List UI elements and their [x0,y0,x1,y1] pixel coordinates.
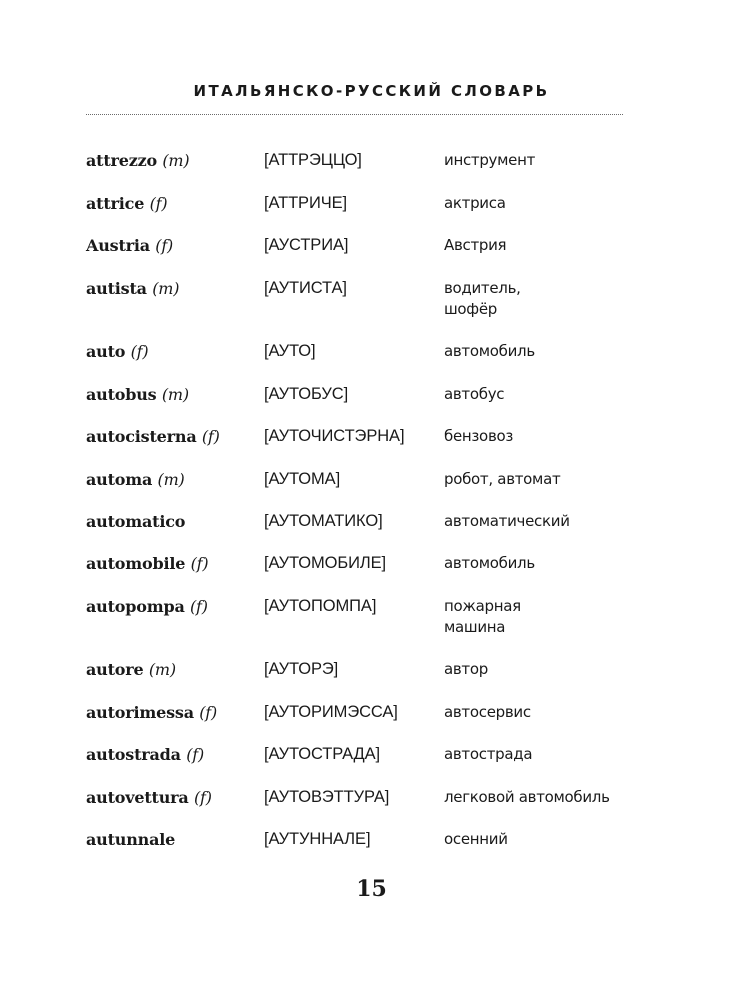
translation-line: инструмент [444,151,536,169]
dictionary-entry [0,426,743,470]
entry-gender: (f) [130,342,149,361]
entry-gender: (f) [190,554,209,573]
dictionary-entry [0,469,743,513]
entry-word [86,193,167,214]
entry-gender: (m) [162,151,190,170]
entry-gender: (m) [152,279,180,298]
entry-pronunciation: [АУСТРИА] [264,236,349,254]
translation-line: машина [444,618,506,636]
entry-pronunciation: [АУТОМАТИКО] [264,512,383,530]
entry-pronunciation: [АУТО] [264,342,316,360]
entry-word [86,659,176,680]
entry-gender: (m) [157,470,185,489]
entry-gender: (f) [193,788,212,807]
entry-gender: (f) [201,427,220,446]
translation-line: автомобиль [444,342,535,360]
dictionary-entry [0,787,743,831]
entry-translation [444,744,634,765]
dictionary-entry [0,150,743,194]
entry-pronunciation: [АУТОЧИСТЭРНА] [264,427,405,445]
dictionary-entry [0,596,743,640]
entry-headword: autostrada [86,745,181,764]
entry-headword: Austria [86,236,150,255]
entry-pronunciation: [АУТОСТРАДА] [264,745,380,763]
entry-pronunciation: [АУТИСТА] [264,279,347,297]
entry-pronunciation: [АУТОВЭТТУРА] [264,788,390,806]
entry-translation [444,341,634,362]
dictionary-entry [0,744,743,788]
dictionary-entry [0,384,743,428]
translation-line: автобус [444,385,505,403]
entry-word [86,426,220,447]
translation-line: бензовоз [444,427,514,445]
translation-line: автострада [444,745,533,763]
translation-line: автомобиль [444,554,535,572]
entry-headword: autunnale [86,830,176,849]
entry-word [86,278,179,299]
entry-headword: autocisterna [86,427,197,446]
dictionary-entry [0,553,743,597]
translation-line: автор [444,660,488,678]
entry-headword: autobus [86,385,157,404]
entry-pronunciation: [АТТРЭЦЦО] [264,151,362,169]
entry-translation [444,384,634,405]
entry-word [86,744,204,765]
entry-pronunciation: [АУТОПОМПА] [264,597,377,615]
running-head: ИТАЛЬЯНСКО-РУССКИЙ СЛОВАРЬ [193,82,550,100]
entry-pronunciation: [АУТОРЭ] [264,660,339,678]
entry-pronunciation: [АТТРИЧЕ] [264,194,348,212]
entry-translation [444,553,634,574]
entry-word [86,235,173,256]
entry-headword: autopompa [86,597,185,616]
translation-line: пожарная [444,597,521,615]
entry-word [86,553,208,574]
entry-headword: auto [86,342,126,361]
entry-word [86,702,217,723]
translation-line: автоматический [444,512,570,530]
entry-translation [444,596,634,638]
entry-word [86,511,185,532]
entry-translation [444,469,634,490]
entry-translation [444,150,634,171]
dictionary-entry [0,235,743,279]
entry-headword: automatico [86,512,186,531]
entry-headword: attrezzo [86,151,158,170]
translation-line: шофёр [444,300,497,318]
entry-word [86,150,189,171]
dictionary-entry [0,829,743,873]
entry-translation [444,702,634,723]
entry-translation [444,235,634,256]
translation-line: водитель, [444,279,521,297]
entry-gender: (f) [189,597,208,616]
entry-gender: (m) [148,660,176,679]
entry-pronunciation: [АУТОМА] [264,470,341,488]
entry-word [86,384,189,405]
entry-translation [444,659,634,680]
entry-word [86,787,212,808]
entry-headword: autorimessa [86,703,194,722]
entry-headword: autore [86,660,144,679]
translation-line: осенний [444,830,508,848]
translation-line: автосервис [444,703,531,721]
dictionary-entry [0,278,743,322]
entry-headword: autovettura [86,788,189,807]
entry-pronunciation: [АУТОБУС] [264,385,349,403]
entry-gender: (m) [161,385,189,404]
entry-word [86,829,175,850]
entry-gender: (f) [186,745,205,764]
translation-line: Австрия [444,236,507,254]
entry-pronunciation: [АУТУННАЛЕ] [264,830,371,848]
dictionary-entry [0,659,743,703]
entry-word [86,341,148,362]
entry-gender: (f) [155,236,174,255]
dictionary-entry [0,702,743,746]
entry-gender: (f) [199,703,218,722]
entry-translation [444,193,634,214]
entry-translation [444,278,634,320]
entry-word [86,469,185,490]
dictionary-entry [0,193,743,237]
entry-word [86,596,208,617]
entry-translation [444,511,634,532]
dictionary-entry [0,511,743,555]
entry-gender: (f) [149,194,168,213]
entry-translation [444,829,634,850]
translation-line: легковой автомобиль [444,788,610,806]
entry-headword: automobile [86,554,186,573]
page-number: 15 [356,876,387,902]
entry-headword: autista [86,279,147,298]
translation-line: робот, автомат [444,470,561,488]
entry-translation [444,426,634,447]
dictionary-entry [0,341,743,385]
entry-headword: automa [86,470,153,489]
translation-line: актриса [444,194,506,212]
entry-headword: attrice [86,194,145,213]
entry-translation [444,787,634,808]
entry-pronunciation: [АУТОРИМЭССА] [264,703,398,721]
entry-pronunciation: [АУТОМОБИЛЕ] [264,554,387,572]
